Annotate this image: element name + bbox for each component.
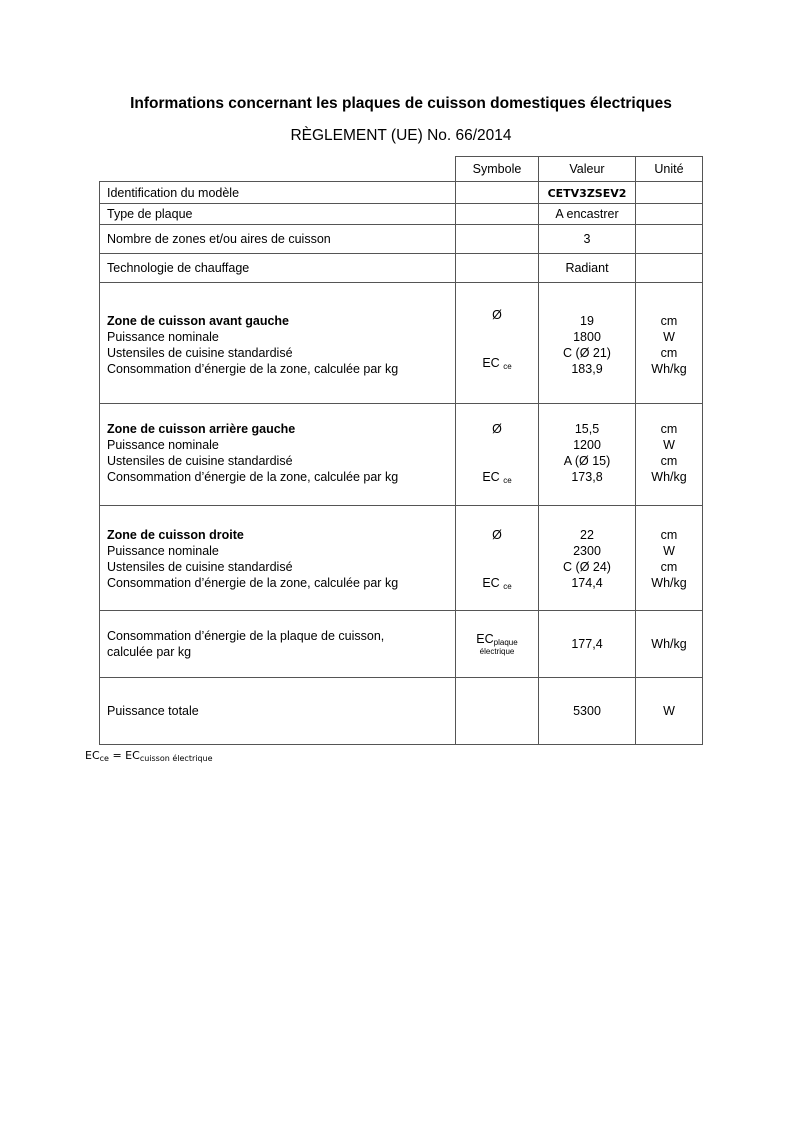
total-unit: W [636,678,703,745]
ec-symbol: EC $_{ce}$ [482,576,512,591]
row-label: Type de plaque [100,204,456,225]
zone-row-front-left [100,283,703,404]
energy-info-table [99,156,703,745]
diameter-symbol: Ø [492,422,502,436]
header-row [100,157,703,182]
zone-value: C (Ø 21) [563,346,611,360]
ec-symbol: EC $_{ce}$ [482,356,512,371]
zone-line: Puissance nominale [107,330,219,344]
header-unite: Unité [636,157,703,182]
plate-label: Consommation d’énergie de la plaque de cuisson, [107,629,385,643]
plate-consumption-row [100,611,703,678]
zone-unit: cm [660,528,678,542]
zone-value: C (Ø 24) [563,560,611,574]
zone-value: 1200 [573,438,601,452]
zone-value: 15,5 [574,422,600,436]
zone-unit: Wh/kg [651,470,687,484]
row-value: 3 [539,225,636,254]
zone-line: Puissance nominale [107,544,219,558]
table-row [100,182,703,204]
plate-unit: Wh/kg [636,611,703,678]
zone-unit: Wh/kg [651,576,687,590]
zone-unit: cm [660,454,678,468]
zone-title: Zone de cuisson droite [107,528,244,542]
row-label: Nombre de zones et/ou aires de cuisson [100,225,456,254]
zone-row-right [100,506,703,611]
zone-line: Consommation d’énergie de la zone, calculée par kg [107,576,399,590]
ec-symbol: EC $_{ce}$ [482,470,512,485]
zone-line: Consommation d’énergie de la zone, calculée par kg [107,470,399,484]
footnote: $EC_{ce} = EC_{cuisson électrique}$ [85,749,213,763]
zone-line: Ustensiles de cuisine standardisé [107,346,293,360]
total-power-row [100,678,703,745]
zone-value: 1800 [573,330,601,344]
diameter-symbol: Ø [492,308,502,322]
total-label: Puissance totale [100,678,456,745]
zone-value: 2300 [573,544,601,558]
plate-label: calculée par kg [107,645,192,659]
zone-row-rear-left [100,404,703,506]
table-row [100,225,703,254]
document-title: Informations concernant les plaques de cuisson domestiques électriques [130,95,672,112]
zone-unit: Wh/kg [651,362,687,376]
zone-unit: cm [660,560,678,574]
zone-value: 174,4 [571,576,603,590]
plate-value: 177,4 [539,611,636,678]
header-valeur: Valeur [539,157,636,182]
zone-value: 19 [580,314,594,328]
zone-unit: W [663,438,675,452]
zone-line: Ustensiles de cuisine standardisé [107,560,293,574]
row-value: Radiant [539,254,636,283]
header-symbole: Symbole [456,157,539,182]
table-row [100,254,703,283]
zone-title: Zone de cuisson arrière gauche [107,422,296,436]
zone-unit: W [663,544,675,558]
zone-value: 173,8 [571,470,603,484]
row-value: A encastrer [539,204,636,225]
total-value: 5300 [539,678,636,745]
zone-line: Consommation d’énergie de la zone, calculée par kg [107,362,399,376]
row-label: Identification du modèle [100,182,456,204]
row-label: Technologie de chauffage [100,254,456,283]
diameter-symbol: Ø [492,528,502,542]
table-row [100,204,703,225]
zone-value: A (Ø 15) [563,454,611,468]
model-id: CETV3ZSEV2 [547,186,627,200]
zone-title: Zone de cuisson avant gauche [107,314,289,328]
zone-unit: cm [660,314,678,328]
regulation-subtitle: RÈGLEMENT (UE) No. 66/2014 [290,127,512,144]
zone-unit: cm [660,422,678,436]
zone-unit: W [663,330,675,344]
zone-value: 22 [580,528,594,542]
zone-value: 183,9 [571,362,603,376]
zone-line: Ustensiles de cuisine standardisé [107,454,293,468]
ec-plate-symbol: $EC_{plaque}$ électrique [456,611,539,678]
zone-unit: cm [660,346,678,360]
zone-line: Puissance nominale [107,438,219,452]
